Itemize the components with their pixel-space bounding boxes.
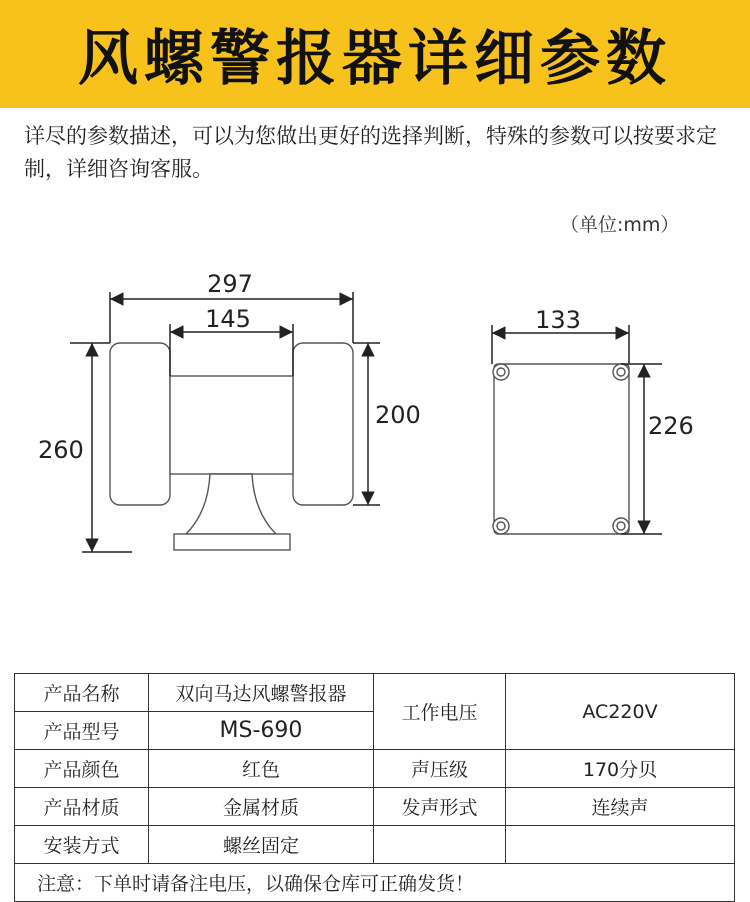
table-row <box>15 826 735 864</box>
dim-label-total-height: 260 <box>38 436 84 464</box>
table-row <box>15 864 735 902</box>
install-value: 螺丝固定 <box>149 826 374 864</box>
dim-label-plate-width: 133 <box>535 306 581 334</box>
color-label: 产品颜色 <box>15 750 149 788</box>
model-label: 产品型号 <box>15 712 149 750</box>
stand-base <box>186 474 276 534</box>
spec-table <box>14 673 735 902</box>
dim-label-plate-height: 226 <box>648 412 694 440</box>
voltage-label: 工作电压 <box>374 674 506 750</box>
dim-label-drum-height: 200 <box>375 401 421 429</box>
model-value: MS-690 <box>149 712 374 750</box>
title-banner <box>0 0 750 108</box>
color-value: 红色 <box>149 750 374 788</box>
right-drum <box>293 343 353 505</box>
install-label: 安装方式 <box>15 826 149 864</box>
product-name-value: 双向马达风螺警报器 <box>149 674 374 712</box>
material-label: 产品材质 <box>15 788 149 826</box>
sound-mode-label: 发声形式 <box>374 788 506 826</box>
table-row <box>15 750 735 788</box>
sound-mode-value: 连续声 <box>506 788 735 826</box>
mounting-plate-view <box>493 364 629 534</box>
motor-body <box>170 376 293 474</box>
empty-cell <box>374 826 506 864</box>
table-row <box>15 674 735 712</box>
intro-text: 详尽的参数描述，可以为您做出更好的选择判断，特殊的参数可以按要求定制，详细咨询客服。 <box>24 124 717 181</box>
dim-label-total-width: 297 <box>207 270 253 298</box>
page-title: 风螺警报器详细参数 <box>78 24 672 94</box>
sound-level-label: 声压级 <box>374 750 506 788</box>
dimension-drawing <box>0 250 750 570</box>
order-note: 注意：下单时请备注电压，以确保仓库可正确发货！ <box>15 864 735 902</box>
unit-note: （单位:mm） <box>560 214 680 236</box>
dim-label-middle-width: 145 <box>205 305 251 333</box>
siren-front-view <box>110 343 353 550</box>
voltage-value: AC220V <box>506 674 735 750</box>
empty-cell <box>506 826 735 864</box>
product-name-label: 产品名称 <box>15 674 149 712</box>
base-plate <box>174 534 290 550</box>
mounting-plate <box>494 364 629 534</box>
table-row <box>15 788 735 826</box>
left-drum <box>110 343 170 505</box>
material-value: 金属材质 <box>149 788 374 826</box>
sound-level-value: 170分贝 <box>506 750 735 788</box>
